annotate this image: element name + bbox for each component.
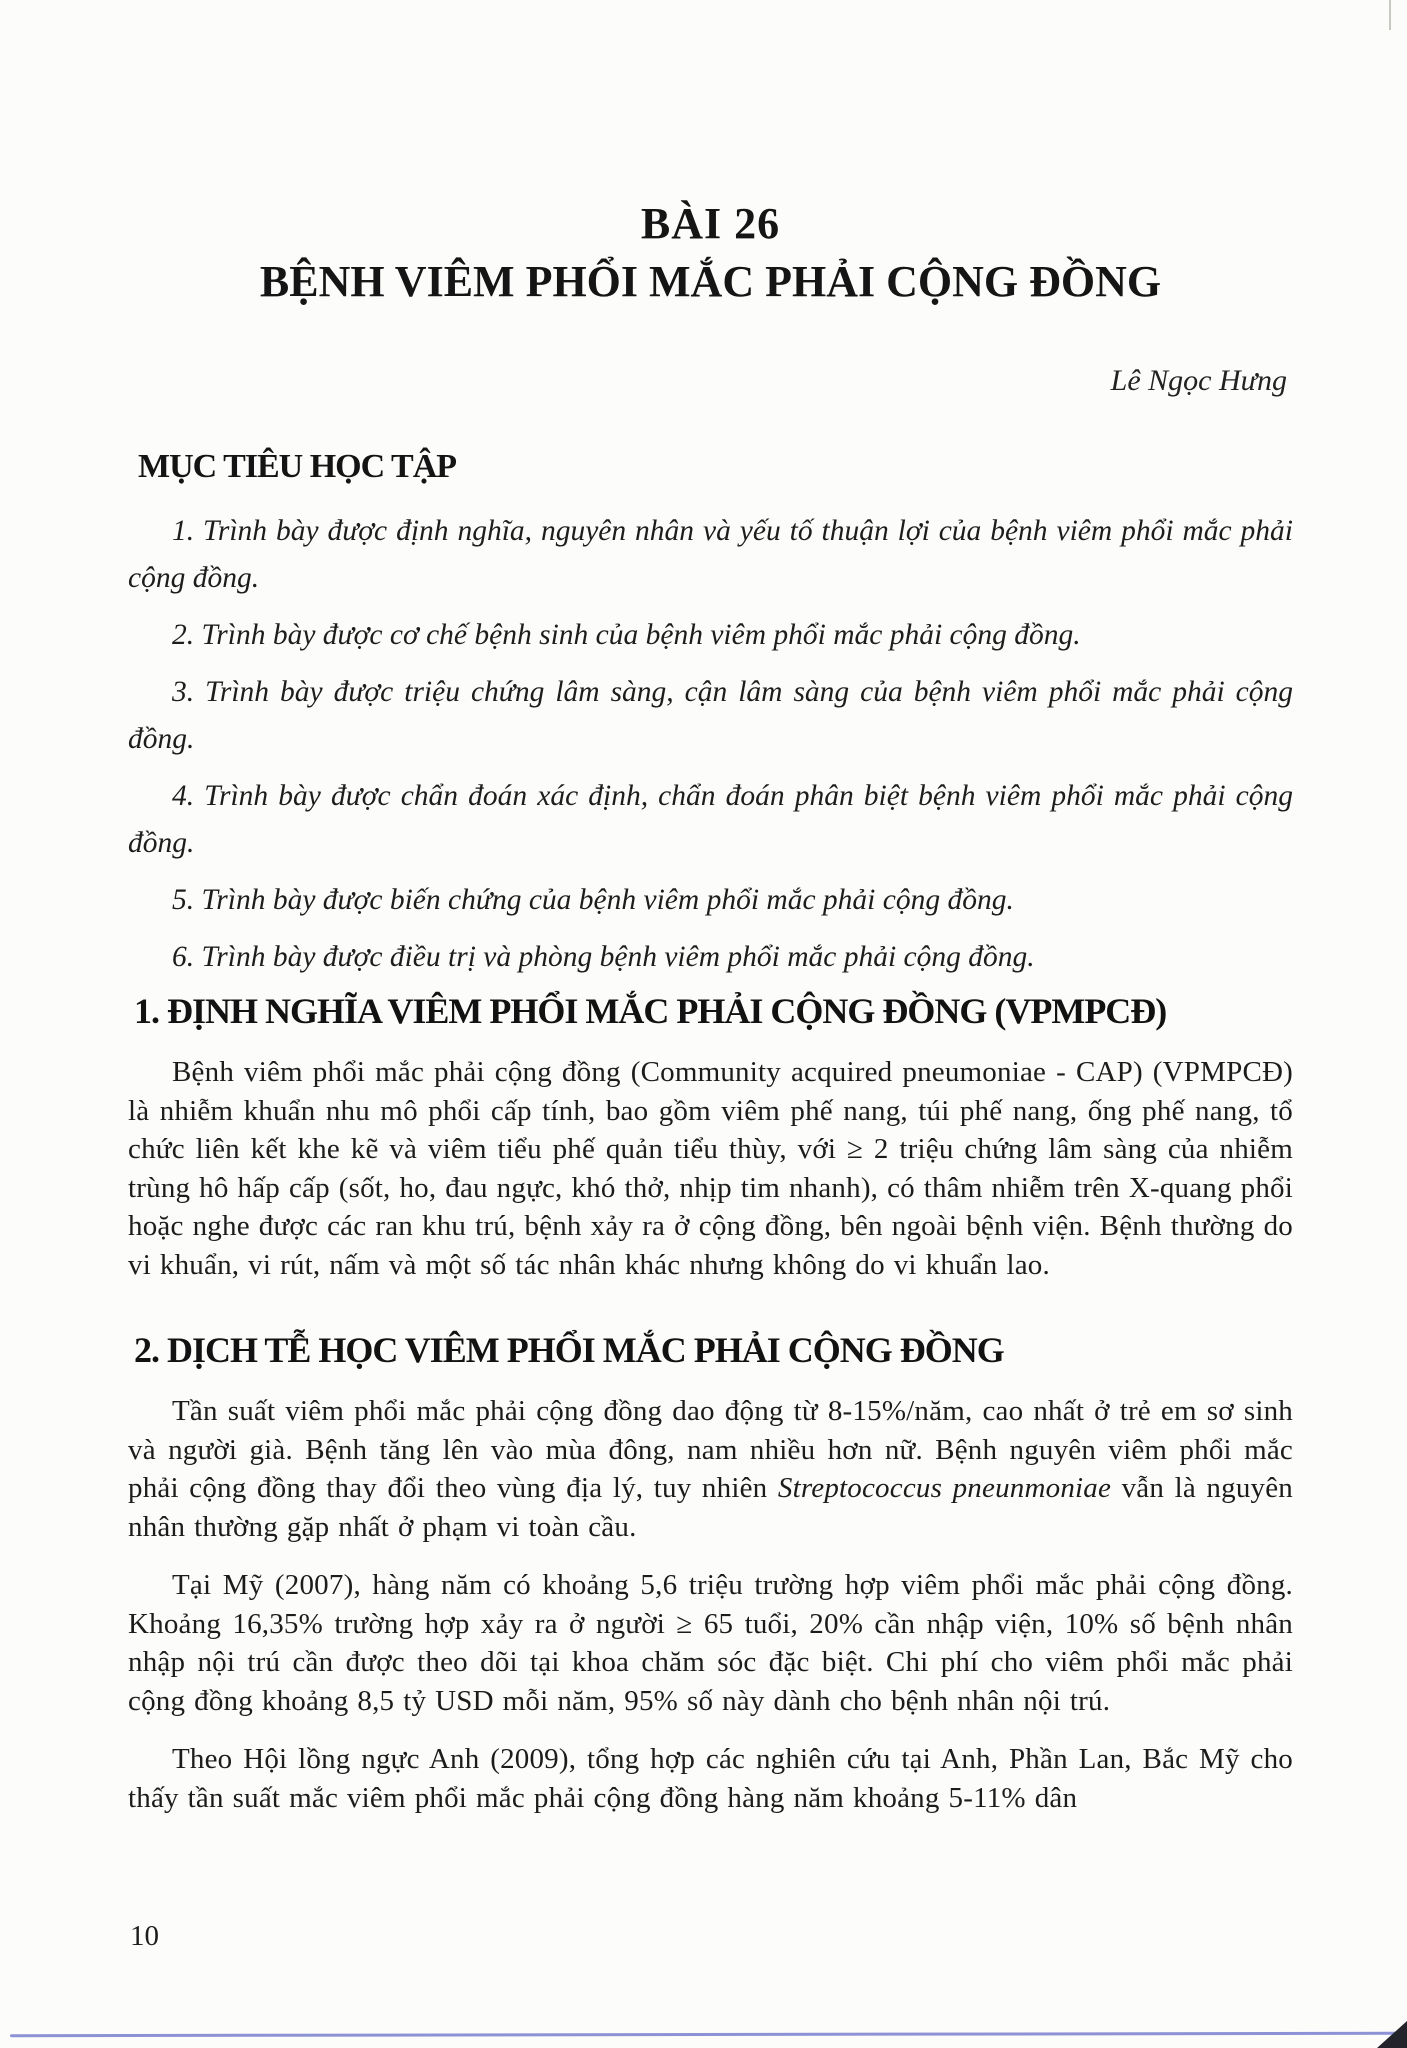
author-name: Lê Ngọc Hưng — [1110, 364, 1287, 397]
section-2-paragraph-3: Theo Hội lồng ngực Anh (2009), tổng hợp các nghiên cứu tại Anh, Phần Lan, Bắc Mỹ cho thấy tần suất mắc viêm phổi mắc phải cộng đồng hàng năm khoảng 5-11% dân — [128, 1743, 1293, 1814]
section-2-paragraph-1 — [128, 1392, 1293, 1546]
lesson-number: BÀI 26 — [640, 199, 781, 248]
objective-item-5: 5. Trình bày được biến chứng của bệnh viêm phổi mắc phải cộng đồng. — [172, 884, 1014, 916]
section-2-paragraph-2: Tại Mỹ (2007), hàng năm có khoảng 5,6 triệu trường hợp viêm phổi mắc phải cộng đồng. Khoảng 16,35% trường hợp xảy ra ở người ≥ 65 tuổi, 20% cần nhập viện, 10% số bệnh nhân nhập nội trú cần được theo dõi tại khoa chăm sóc đặc biệt. Chi phí cho viêm phổi mắc phải cộng đồng khoảng 8,5 tỷ USD mỗi năm, 95% số này dành cho bệnh nhân nội trú. — [128, 1569, 1293, 1717]
page-content — [128, 200, 1293, 1817]
section-2-heading: 2. DỊCH TỄ HỌC VIÊM PHỔI MẮC PHẢI CỘNG ĐỒNG — [134, 1330, 1004, 1370]
section-1-heading: 1. ĐỊNH NGHĨA VIÊM PHỔI MẮC PHẢI CỘNG ĐỒNG (VPMPCĐ) — [134, 991, 1167, 1031]
objective-item-3: 3. Trình bày được triệu chứng lâm sàng, cận lâm sàng của bệnh viêm phổi mắc phải cộng đồng. — [128, 676, 1293, 755]
corner-fold-artifact — [1377, 2021, 1407, 2048]
paragraph-text: vẫn là nguyên nhân thường gặp nhất ở phạm vi toàn cầu. — [128, 1472, 1294, 1543]
objective-item-4: 4. Trình bày được chẩn đoán xác định, chẩn đoán phân biệt bệnh viêm phổi mắc phải cộng đồng. — [128, 780, 1293, 859]
scan-edge-artifact — [1389, 0, 1391, 30]
paragraph-text: Tần suất viêm phổi mắc phải cộng đồng dao động từ 8-15%/năm, cao nhất ở trẻ em sơ sinh và người già. Bệnh tăng lên vào mùa đông, nam nhiều hơn nữ. Bệnh nguyên viêm phổi mắc phải cộng đồng thay đổi theo vùng địa lý, tuy nhiên — [128, 1395, 1293, 1504]
objectives-list — [128, 508, 1293, 981]
objective-item-1: 1. Trình bày được định nghĩa, nguyên nhân và yếu tố thuận lợi của bệnh viêm phổi mắc phải cộng đồng. — [128, 515, 1293, 594]
objectives-heading: MỤC TIÊU HỌC TẬP — [138, 448, 457, 485]
species-name: Streptococcus pneunmoniae — [777, 1472, 1112, 1504]
scan-line-artifact — [10, 2032, 1407, 2037]
page-number: 10 — [130, 1920, 159, 1952]
objective-item-2: 2. Trình bày được cơ chế bệnh sinh của bệnh viêm phổi mắc phải cộng đồng. — [172, 619, 1081, 651]
section-1-paragraph: Bệnh viêm phổi mắc phải cộng đồng (Community acquired pneumoniae - CAP) (VPMPCĐ) là nhiễm khuẩn nhu mô phổi cấp tính, bao gồm viêm phế nang, túi phế nang, ống phế nang, tổ chức liên kết khe kẽ và viêm tiểu phế quản tiểu thùy, với ≥ 2 triệu chứng lâm sàng của nhiễm trùng hô hấp cấp (sốt, ho, đau ngực, khó thở, nhịp tim nhanh), có thâm nhiễm trên X-quang phổi hoặc nghe được các ran khu trú, bệnh xảy ra ở cộng đồng, bên ngoài bệnh viện. Bệnh thường do vi khuẩn, vi rút, nấm và một số tác nhân khác nhưng không do vi khuẩn lao. — [128, 1056, 1293, 1281]
page-title: BỆNH VIÊM PHỔI MẮC PHẢI CỘNG ĐỒNG — [259, 257, 1162, 306]
objective-item-6: 6. Trình bày được điều trị và phòng bệnh viêm phổi mắc phải cộng đồng. — [172, 941, 1035, 973]
